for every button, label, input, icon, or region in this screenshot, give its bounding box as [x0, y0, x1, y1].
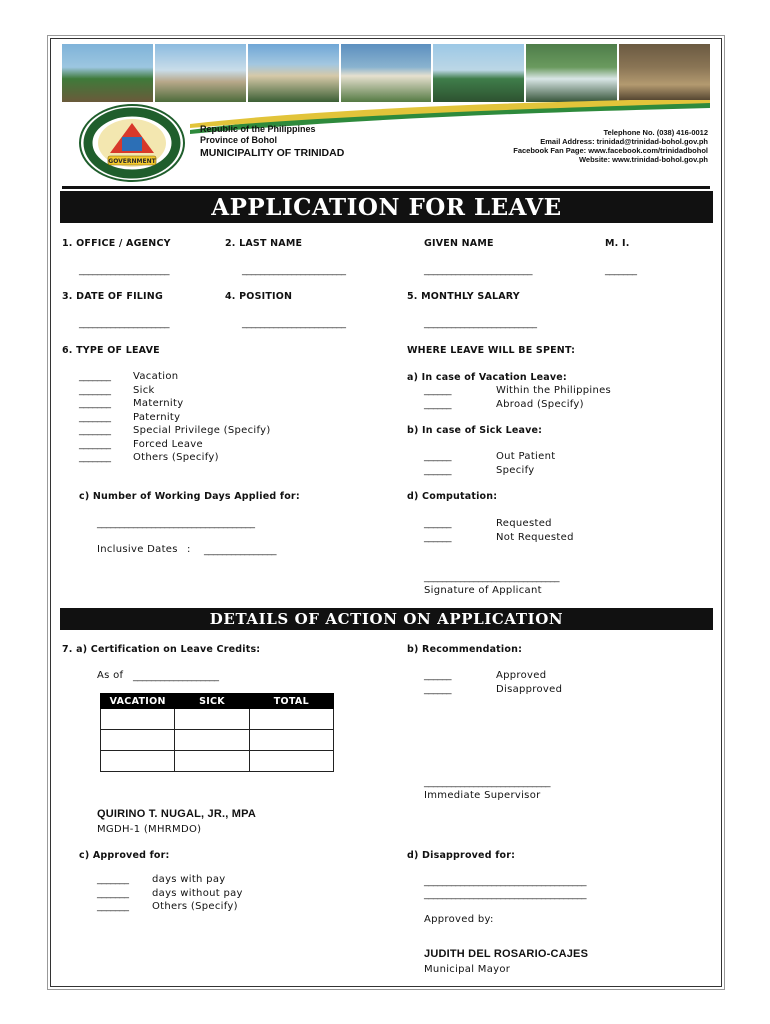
inclusive-dates-label: Inclusive Dates — [97, 544, 178, 555]
leave-type-label: Vacation — [133, 371, 179, 382]
office-label: 1. OFFICE / AGENCY — [62, 238, 171, 249]
computation-option-blank[interactable]: ______ — [424, 531, 451, 543]
sick-options — [424, 451, 555, 478]
inclusive-dates-colon: : — [187, 544, 191, 555]
signature-field[interactable]: ______________________________ — [424, 572, 559, 583]
leave-type-blank[interactable]: _______ — [79, 452, 111, 463]
leave-type-item[interactable] — [79, 385, 271, 399]
type-of-leave-label: 6. TYPE OF LEAVE — [62, 345, 160, 356]
header-photo — [526, 44, 617, 102]
leave-type-label: Others (Specify) — [133, 452, 219, 463]
given-name-field[interactable]: ________________________ — [424, 265, 532, 276]
computation-options — [424, 518, 574, 545]
header-photo — [155, 44, 246, 102]
mi-field[interactable]: _______ — [605, 265, 637, 276]
sick-option-blank[interactable]: ______ — [424, 451, 451, 462]
given-name-label: GIVEN NAME — [424, 238, 494, 249]
vacation-option-blank[interactable]: ______ — [424, 385, 451, 396]
recommendation-label: b) Recommendation: — [407, 644, 523, 655]
details-title: DETAILS OF ACTION ON APPLICATION — [60, 608, 713, 630]
form-title: APPLICATION FOR LEAVE — [60, 191, 713, 223]
monthly-salary-field[interactable]: _________________________ — [424, 318, 537, 329]
certifier-name: QUIRINO T. NUGAL, JR., MPA — [97, 808, 257, 820]
leave-credits-table — [100, 693, 334, 772]
svg-text:GOVERNMENT: GOVERNMENT — [108, 158, 156, 165]
disapproved-for-label: d) Disapproved for: — [407, 850, 516, 861]
leave-type-list — [79, 371, 271, 466]
leave-type-blank[interactable]: _______ — [79, 398, 111, 409]
table-cell[interactable] — [249, 730, 333, 751]
vacation-options — [424, 385, 611, 412]
sick-option[interactable] — [424, 465, 555, 479]
leave-type-item[interactable] — [79, 425, 271, 439]
table-cell[interactable] — [249, 751, 333, 772]
header-website: Website: www.trinidad-bohol.gov.ph — [578, 155, 708, 164]
position-label: 4. POSITION — [225, 291, 293, 302]
vacation-option-label: Abroad (Specify) — [496, 398, 584, 410]
sick-option-label: Out Patient — [496, 451, 556, 462]
approved-for-text: Others (Specify) — [152, 901, 238, 912]
computation-option[interactable] — [424, 518, 574, 532]
leave-type-label: Paternity — [133, 411, 181, 423]
approved-for-item[interactable] — [97, 901, 243, 915]
recommendation-option-blank[interactable]: ______ — [424, 683, 451, 695]
municipal-seal-icon — [78, 103, 186, 183]
header-email: Email Address: trinidad@trinidad-bohol.gov.ph — [540, 137, 708, 146]
header-republic: Republic of the Philippines — [200, 124, 316, 134]
leave-type-blank[interactable]: _______ — [79, 371, 111, 382]
table-cell[interactable] — [101, 730, 175, 751]
vacation-heading: a) In case of Vacation Leave: — [407, 372, 567, 383]
approved-for-text: days with pay — [152, 874, 226, 885]
computation-option-label: Not Requested — [496, 531, 574, 543]
inclusive-dates-field[interactable]: ________________ — [204, 545, 276, 556]
approved-for-label: c) Approved for: — [79, 850, 170, 861]
date-filing-label: 3. DATE OF FILING — [62, 291, 163, 302]
monthly-salary-label: 5. MONTHLY SALARY — [407, 291, 520, 302]
office-field[interactable]: ____________________ — [79, 265, 169, 276]
header-photo-strip — [62, 44, 710, 102]
column-header: VACATION — [101, 694, 175, 709]
leave-type-blank[interactable]: _______ — [79, 411, 111, 423]
header-left-block — [200, 124, 344, 159]
recommendation-options — [424, 670, 562, 697]
approved-for-blank[interactable]: _______ — [97, 901, 129, 912]
table-cell[interactable] — [175, 751, 249, 772]
leave-type-item[interactable] — [79, 412, 271, 426]
table-row — [101, 751, 334, 772]
header-municipality: MUNICIPALITY OF TRINIDAD — [200, 147, 345, 159]
table-cell[interactable] — [175, 709, 249, 730]
approved-for-list — [97, 874, 243, 915]
leave-type-item[interactable] — [79, 439, 271, 453]
recommendation-option[interactable] — [424, 684, 562, 698]
recommendation-option[interactable] — [424, 670, 562, 684]
approved-for-blank[interactable]: _______ — [97, 874, 129, 885]
leave-type-label: Special Privilege (Specify) — [133, 425, 271, 436]
certification-label: 7. a) Certification on Leave Credits: — [62, 644, 261, 655]
leave-type-item[interactable] — [79, 452, 271, 466]
disapproved-reason-field[interactable]: ____________________________________ — [424, 889, 586, 900]
signature-label: Signature of Applicant — [424, 585, 542, 596]
header-contact-block — [513, 128, 708, 164]
supervisor-signature-field[interactable]: ____________________________ — [424, 777, 550, 788]
header-photo — [619, 44, 710, 102]
recommendation-option-blank[interactable]: ______ — [424, 670, 451, 681]
mi-label: M. I. — [605, 238, 630, 249]
leave-type-blank[interactable]: _______ — [79, 384, 111, 396]
as-of-field[interactable]: ___________________ — [133, 671, 219, 682]
sick-heading: b) In case of Sick Leave: — [407, 425, 543, 436]
approved-for-blank[interactable]: _______ — [97, 887, 129, 899]
date-filing-field[interactable]: ____________________ — [79, 318, 169, 329]
header-photo — [433, 44, 524, 102]
header-province: Province of Bohol — [200, 135, 278, 145]
table-cell[interactable] — [175, 730, 249, 751]
certifier-title: MGDH-1 (MHRMDO) — [97, 824, 202, 835]
header-rule — [62, 186, 710, 189]
header-facebook: Facebook Fan Page: www.facebook.com/trinidadbohol — [513, 146, 708, 155]
leave-type-item[interactable] — [79, 398, 271, 412]
leave-type-blank[interactable]: _______ — [79, 438, 111, 450]
computation-option-label: Requested — [496, 518, 552, 529]
column-header: TOTAL — [249, 694, 333, 709]
vacation-option-blank[interactable]: ______ — [424, 398, 451, 410]
approved-for-item[interactable] — [97, 888, 243, 902]
leave-type-label: Maternity — [133, 398, 184, 409]
approved-for-text: days without pay — [152, 887, 243, 899]
leave-type-label: Sick — [133, 384, 155, 396]
table-row — [101, 709, 334, 730]
approved-for-item[interactable] — [97, 874, 243, 888]
computation-option[interactable] — [424, 532, 574, 546]
table-cell[interactable] — [101, 709, 175, 730]
supervisor-label: Immediate Supervisor — [424, 790, 541, 801]
vacation-option-label: Within the Philippines — [496, 385, 612, 396]
as-of-label: As of — [97, 670, 124, 681]
recommendation-option-label: Approved — [496, 670, 547, 681]
table-cell[interactable] — [249, 709, 333, 730]
vacation-option[interactable] — [424, 385, 611, 399]
header-photo — [341, 44, 432, 102]
leave-type-item[interactable] — [79, 371, 271, 385]
computation-label: d) Computation: — [407, 491, 498, 502]
vacation-option[interactable] — [424, 399, 611, 413]
mayor-name: JUDITH DEL ROSARIO-CAJES — [424, 948, 589, 960]
leave-type-blank[interactable]: _______ — [79, 425, 111, 436]
disapproved-reason-field[interactable]: ____________________________________ — [424, 876, 586, 887]
leave-type-label: Forced Leave — [133, 438, 203, 450]
column-header: SICK — [175, 694, 249, 709]
approved-by-label: Approved by: — [424, 914, 494, 925]
sick-option-blank[interactable]: ______ — [424, 464, 451, 476]
table-cell[interactable] — [101, 751, 175, 772]
header-photo — [248, 44, 339, 102]
header-photo — [62, 44, 153, 102]
where-spent-label: WHERE LEAVE WILL BE SPENT: — [407, 345, 576, 356]
computation-option-blank[interactable]: ______ — [424, 518, 451, 529]
table-row — [101, 730, 334, 751]
last-name-label: 2. LAST NAME — [225, 238, 303, 249]
working-days-field[interactable]: ___________________________________ — [97, 518, 255, 529]
mayor-title: Municipal Mayor — [424, 964, 511, 975]
sick-option-label: Specify — [496, 464, 535, 476]
header-telephone: Telephone No. (038) 416-0012 — [603, 128, 708, 137]
working-days-label: c) Number of Working Days Applied for: — [79, 491, 300, 502]
last-name-field[interactable]: _______________________ — [242, 265, 346, 276]
recommendation-option-label: Disapproved — [496, 683, 563, 695]
sick-option[interactable] — [424, 451, 555, 465]
position-field[interactable]: _______________________ — [242, 318, 346, 329]
